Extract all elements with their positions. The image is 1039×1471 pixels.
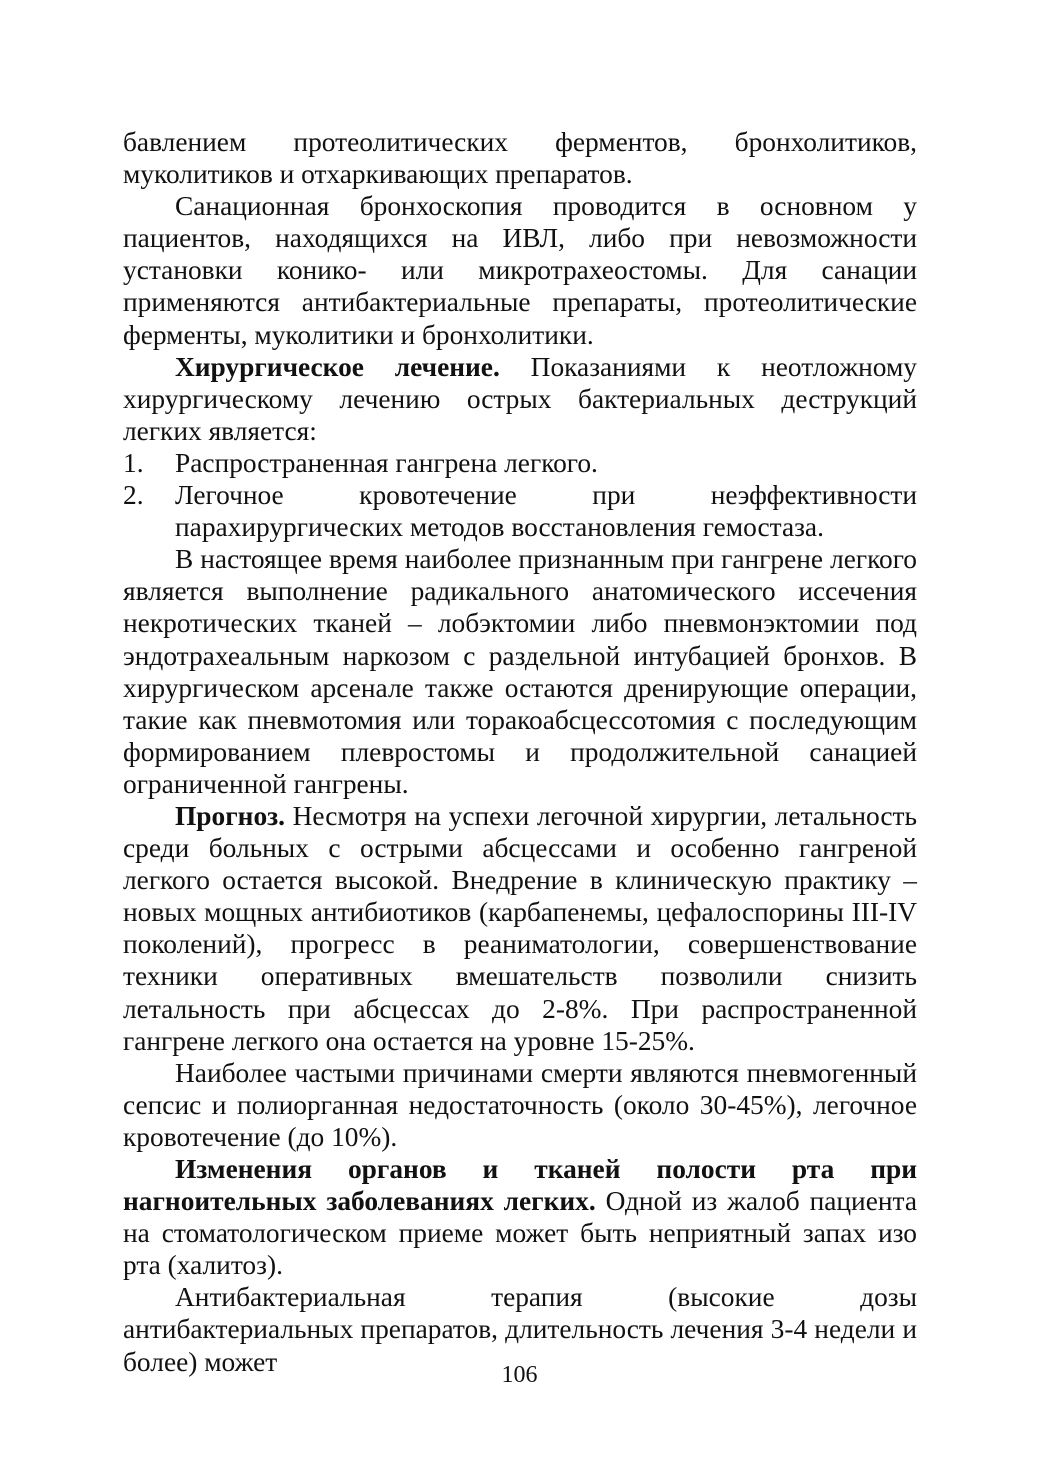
oral-changes-text: Одной из жалоб пациента на стоматологическом приеме может быть неприятный запах изо рта (халитоз). (123, 1186, 917, 1281)
paragraph-continuation: бавлением протеолитических ферментов, бронхолитиков, муколитиков и отхаркивающих препаратов. (123, 127, 917, 190)
paragraph-death-causes: Наиболее частыми причинами смерти являются пневмогенный сепсис и полиорганная недостаточность (около 30-45%), легочное кровотечение (до 10%). (123, 1057, 917, 1152)
page-body (123, 126, 917, 1378)
prognosis-text: Несмотря на успехи легочной хирургии, летальность среди больных с острыми абсцессами и особенно гангреной легкого остается высокой. Внедрение в клиническую практику – новых мощных антибиотиков (карбапенемы, цефалоспорины III-IV поколений), прогресс в реаниматологии, совершенствование техники оперативных вмешательств позволили снизить летальность при абсцессах до 2-8%. При распространенной гангрене легкого она остается на уровне 15-25%. (123, 800, 917, 1056)
heading-oral-changes: Изменения органов и тканей полости рта при нагноительных заболеваниях легких. (123, 1154, 917, 1217)
list-item-number: 2. (123, 480, 144, 511)
page-number: 106 (501, 1362, 538, 1388)
list-item-number: 1. (123, 447, 144, 478)
paragraph-oral-changes (123, 1153, 917, 1281)
list-item (123, 479, 917, 543)
paragraph-gangrene-surgery: В настоящее время наиболее признанным при гангрене легкого является выполнение радикального анатомического иссечения некротических тканей – лобэктомии либо пневмонэктомии под эндотрахеальным наркозом с раздельной интубацией бронхов. В хирургическом арсенале также остаются дренирующие операции, такие как пневмотомия или торакоабсцессотомия с последующим формированием плевростомы и продолжительной санацией ограниченной гангрены. (123, 544, 917, 799)
paragraph-surgical-treatment (123, 351, 917, 447)
indications-list (123, 447, 917, 543)
paragraph-prognosis (123, 800, 917, 1057)
surgical-treatment-text: Показаниями к неотложному хирургическому лечению острых бактериальных деструкций легких является: (123, 351, 917, 446)
list-item-text: Легочное кровотечение при неэффективности парахирургических методов восстановления гемостаза. (175, 480, 917, 543)
list-item-text: Распространенная гангрена легкого. (175, 447, 598, 478)
list-item (123, 447, 917, 479)
paragraph-bronchoscopy: Санационная бронхоскопия проводится в основном у пациентов, находящихся на ИВЛ, либо при невозможности установки конико- или микротрахеостомы. Для санации применяются антибактериальные препараты, протеолитические ферменты, муколитики и бронхолитики. (123, 191, 917, 350)
paragraph-antibacterial-therapy: Антибактериальная терапия (высокие дозы антибактериальных препаратов, длительность лечения 3-4 недели и более) может (123, 1282, 917, 1377)
heading-surgical-treatment: Хирургическое лечение. (175, 351, 500, 382)
heading-prognosis: Прогноз. (175, 800, 286, 831)
